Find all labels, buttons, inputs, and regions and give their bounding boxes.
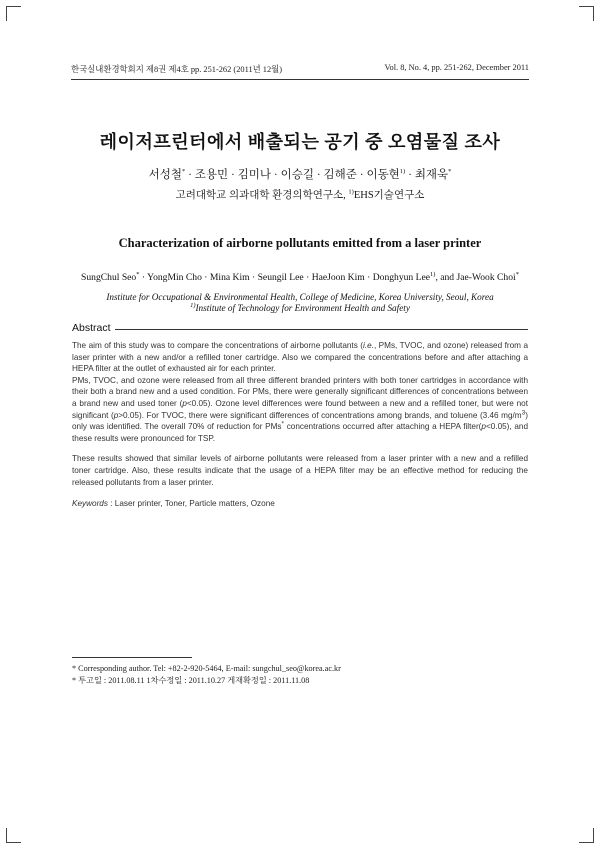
abstract-rule [115, 329, 528, 330]
author-name: 이동현 [366, 169, 400, 181]
running-header-left: 한국실내환경학회지 제8권 제4호 pp. 251-262 (2011년 12월) [71, 65, 283, 74]
text-run: <0.05), and these results were pronounced for TSP. [72, 422, 529, 443]
author-mark: 1) [430, 270, 436, 278]
author-conjunction: , and [435, 272, 457, 283]
abstract-body [72, 340, 528, 510]
author-name: SungChul Seo [81, 272, 137, 283]
korean-authors [0, 166, 600, 182]
abstract-heading [72, 322, 528, 334]
author-name: 김미나 [237, 169, 272, 181]
text-run-italic: p [481, 422, 486, 432]
keywords [72, 498, 528, 510]
author-separator: · [313, 169, 324, 181]
author-mark: * [136, 270, 140, 278]
author-mark: * [515, 270, 519, 278]
affiliation-line-2 [0, 303, 600, 314]
text-run-italic: p [182, 398, 187, 408]
author-name: Donghyun Lee [372, 272, 431, 283]
abstract-paragraph [72, 340, 528, 375]
abstract-paragraph: These results showed that similar levels of airborne pollutants were released from a laser printer with a new and a refilled toner cartridge. Also, these results indicate that the usage of a HEPA filter may be an effective method for reducing the released pollutants from a laser printer. [72, 454, 528, 487]
korean-affiliation [0, 187, 600, 202]
crop-mark-bottom-right [579, 828, 594, 843]
affiliation-main: 고려대학교 의과대학 환경의학연구소, [175, 190, 349, 201]
author-separator: · [364, 272, 373, 283]
affiliation-mark: 1) [348, 188, 354, 196]
author-separator: · [228, 169, 238, 181]
text-run-italic: i.e. [363, 341, 374, 350]
keywords-label: Keywords [72, 499, 108, 509]
affiliation-second: Institute of Technology for Environment Health and Safety [195, 303, 410, 313]
author-name: YongMin Cho [147, 272, 202, 283]
author-separator: · [356, 169, 367, 181]
author-name: 최재욱 [414, 169, 449, 181]
running-header [71, 63, 529, 80]
text-run: ) only was identified. The overall 70% of reduction for PMs [72, 410, 528, 432]
keywords-list: Laser printer, Toner, Particle matters, Ozone [114, 499, 275, 509]
author-mark: * [448, 168, 452, 176]
korean-title: 레이저프린터에서 배출되는 공기 중 오염물질 조사 [99, 132, 501, 152]
author-name: 이승길 [280, 169, 314, 181]
author-mark: 1) [399, 168, 406, 176]
text-run: >0.05). For TVOC, there were significant differences of concentrations among brands, and toluene (3.46 mg/m [118, 410, 522, 420]
crop-mark-bottom-left [6, 828, 21, 843]
superscript: 3 [521, 408, 526, 416]
affiliation-line-1: Institute for Occupational & Environmental Health, College of Medicine, Korea University, Seoul, Korea [106, 292, 494, 302]
author-separator: · [185, 169, 195, 181]
author-mark: * [181, 168, 186, 176]
footnote-corresponding-author: * Corresponding author. Tel: +82-2-920-5464, E-mail: sungchul_seo@korea.ac.kr [72, 664, 341, 673]
keywords-separator: : [107, 499, 115, 509]
english-title: Characterization of airborne pollutants emitted from a laser printer [118, 236, 482, 250]
abstract-paragraph [72, 375, 528, 445]
abstract-heading-label: Abstract [72, 322, 111, 334]
author-separator: · [405, 169, 415, 181]
text-run: The aim of this study was to compare the concentrations of airborne pollutants ( [72, 341, 363, 350]
author-name: Mina Kim [209, 272, 250, 283]
author-separator: · [271, 169, 281, 181]
footnote-submission-dates: * 투고일 : 2011.08.11 1차수정일 : 2011.10.27 게재확정일 : 2011.11.08 [72, 676, 310, 685]
crop-mark-top-left [6, 6, 21, 21]
author-name: HaeJoon Kim [311, 272, 365, 283]
crop-mark-top-right [579, 6, 594, 21]
affiliation-second: EHS기술연구소 [353, 190, 425, 201]
english-affiliations [0, 292, 600, 314]
text-run: PMs, TVOC, and ozone were released from all three different branded printers with both toner cartridges in accordance with their both a brand new and a used condition. For PMs, there were generally significant differences of concentrations between a brand new and used toner ( [72, 375, 528, 408]
text-run: concentrations occurred after attaching a HEPA filter( [284, 422, 482, 432]
text-run: , PMs, TVOC, and ozone) released from a laser printer with a new and/or a refilled toner cartridge. Also we compared the concentrations before and after attaching a HEPA filter at the outlet of exhausted air for each printer. [72, 341, 529, 374]
author-separator: · [303, 272, 312, 283]
author-name: 조용민 [194, 169, 229, 181]
affiliation-mark: 1) [190, 301, 196, 309]
english-authors [0, 272, 600, 283]
author-name: 서성철 [148, 169, 182, 181]
author-name: Jae-Wook Choi [456, 272, 516, 283]
footnotes [72, 663, 528, 687]
author-separator: · [201, 272, 210, 283]
running-header-right: Vol. 8, No. 4, pp. 251-262, December 2011 [384, 63, 529, 72]
footnote-rule [72, 657, 192, 658]
author-separator: · [249, 272, 258, 283]
author-name: 김해준 [323, 169, 357, 181]
superscript: * [281, 420, 285, 428]
author-separator: · [139, 272, 148, 283]
text-run: <0.05). Ozone level differences were found between a new and a refilled toner, but were not significant ( [72, 398, 529, 420]
author-name: Seungil Lee [257, 272, 304, 283]
text-run-italic: p [113, 410, 119, 420]
